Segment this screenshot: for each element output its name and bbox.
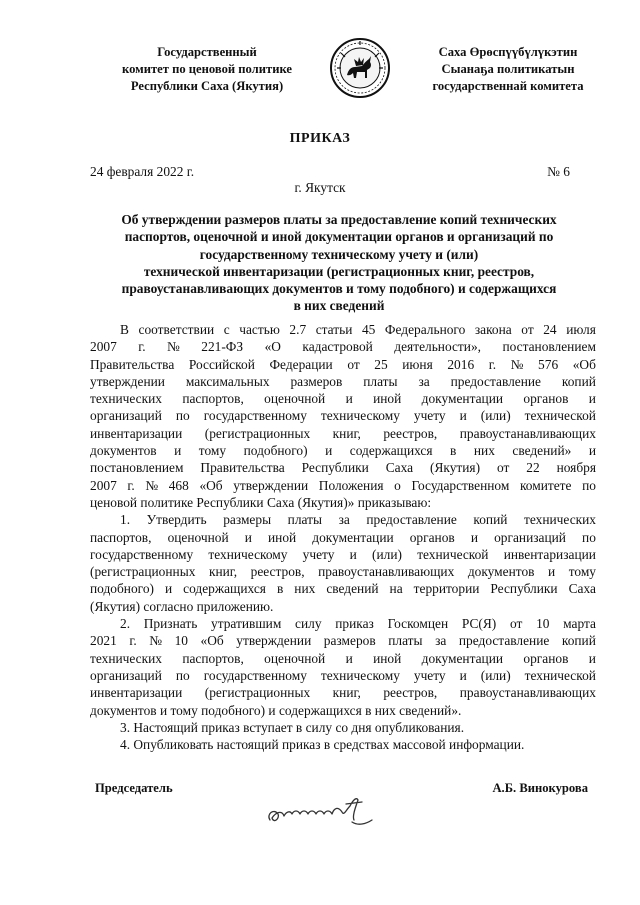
word: 1.: [120, 512, 131, 528]
word: г.: [138, 339, 146, 355]
word: книг,: [332, 425, 361, 441]
word: 2.7: [289, 322, 307, 337]
word: (регистрационных: [204, 425, 311, 441]
word: иной: [373, 650, 402, 666]
word: паспортов,: [182, 650, 244, 666]
word: Государственном: [411, 477, 510, 493]
word: комитете: [519, 477, 572, 493]
word: книг,: [332, 685, 361, 701]
word: организаций: [494, 529, 566, 545]
body-line: [90, 598, 596, 615]
word: В: [120, 322, 129, 337]
word: техническому: [208, 546, 288, 562]
word: утратившим: [211, 616, 282, 632]
coat-of-arms-emblem: [329, 37, 391, 99]
word: Российской: [188, 356, 255, 372]
word: приказ: [335, 616, 374, 632]
word: правоустанавливающих: [459, 685, 596, 701]
header-right-line: Сыанаҕа политикатын: [441, 62, 575, 76]
word: постановлением: [90, 460, 184, 476]
word: закона: [474, 322, 512, 337]
word: и: [345, 391, 353, 407]
word: утверждении: [236, 633, 312, 649]
word: технических: [90, 650, 162, 666]
document-date: 24 февраля 2022 г.: [90, 164, 195, 179]
word: максимальных: [185, 373, 270, 389]
document-number: № 6: [547, 164, 570, 179]
word: и: [349, 546, 357, 562]
word: 10: [174, 633, 188, 649]
word: г.: [127, 477, 135, 493]
word: учету: [302, 546, 335, 562]
word: оценочной: [264, 391, 326, 407]
word: (или): [480, 667, 511, 683]
word: реестров,: [383, 425, 438, 441]
word: за: [418, 373, 430, 389]
body-line: [90, 702, 596, 719]
word: в: [276, 581, 284, 597]
word: них: [473, 443, 495, 459]
word: размеров: [323, 633, 376, 649]
word: учету: [413, 408, 446, 424]
word: г.: [488, 356, 497, 372]
body-line: [90, 684, 596, 701]
word: 25: [374, 356, 388, 372]
word: предоставление: [450, 373, 541, 389]
word: 468: [168, 477, 189, 493]
word: июня: [402, 356, 433, 372]
subject-line: в них сведений: [293, 298, 385, 314]
word: сведений»: [512, 443, 572, 459]
word: марта: [563, 616, 596, 632]
body-line: [90, 667, 596, 684]
word: по: [582, 477, 596, 493]
word: (или): [480, 408, 511, 424]
word: и: [588, 391, 596, 407]
word: документов: [467, 564, 535, 580]
word: паспортов,: [182, 391, 244, 407]
subject-line: правоустанавливающих документов и тому подобного) и содержащихся: [121, 281, 557, 297]
word: с: [223, 322, 230, 337]
body-line: [90, 563, 596, 580]
word: государственному: [90, 546, 194, 562]
word: копий: [561, 373, 596, 389]
signer-name: А.Б. Винокурова: [492, 781, 588, 795]
word: Госкомцен: [387, 616, 449, 632]
word: организаций: [90, 667, 162, 683]
word: 2007: [90, 339, 117, 355]
word: и: [345, 650, 353, 666]
word: Федерального: [384, 322, 466, 337]
word: «Об: [199, 477, 223, 493]
header-left-line: Республики Саха (Якутия): [130, 79, 284, 93]
word: и: [459, 667, 467, 683]
word: инвентаризации: [503, 546, 596, 562]
body-line-text: (Якутия) согласно приложению.: [90, 598, 274, 614]
word: 576: [538, 356, 559, 372]
body-line: [90, 390, 596, 407]
word: г.: [129, 633, 137, 649]
document-subject: [86, 211, 592, 315]
word: копий: [473, 512, 508, 528]
word: Правительства: [200, 460, 285, 476]
word: Положения: [318, 477, 384, 493]
body-line-text: документов и тому подобного) и содержащихся в них сведений».: [90, 702, 462, 718]
word: июля: [566, 322, 596, 337]
word: и: [470, 529, 478, 545]
word: тому: [198, 443, 227, 459]
word: документации: [421, 650, 504, 666]
word: книг,: [208, 564, 238, 580]
word: технических: [90, 391, 162, 407]
word: по: [175, 408, 190, 424]
word: «О: [264, 339, 281, 355]
subject-line: паспортов, оценочной и иной документации органов и организаций по: [124, 229, 554, 245]
word: органов: [409, 529, 455, 545]
word: на: [389, 581, 403, 597]
word: технических: [524, 512, 596, 528]
word: 22: [526, 460, 540, 476]
word: территории: [413, 581, 480, 597]
word: в: [450, 443, 457, 459]
body-line: [90, 494, 596, 511]
word: и: [588, 650, 596, 666]
header-left-line: комитет по ценовой политике: [122, 62, 292, 76]
body-line: [90, 373, 596, 390]
word: иной: [267, 529, 297, 545]
word: Саха: [385, 460, 414, 476]
word: сведений: [326, 581, 379, 597]
word: тому: [568, 564, 596, 580]
word: 2007: [90, 477, 117, 493]
word: от: [496, 460, 510, 476]
header-right-org: [404, 44, 612, 95]
word: документации: [421, 391, 504, 407]
word: соответствии: [138, 322, 215, 337]
word: от: [347, 356, 360, 372]
body-line: [90, 736, 596, 753]
word: размеры: [223, 512, 272, 528]
word: и: [588, 443, 596, 459]
word: техническому: [320, 408, 400, 424]
word: 2.: [120, 616, 131, 632]
word: правоустанавливающих: [318, 564, 455, 580]
word: Правительства: [90, 356, 175, 372]
word: оценочной: [167, 529, 229, 545]
subject-line: технической инвентаризации (регистрационных книг, реестров,: [143, 263, 535, 279]
signer-title: Председатель: [95, 781, 173, 795]
word: платы: [363, 373, 398, 389]
word: документации: [312, 529, 394, 545]
word: подобного): [90, 581, 154, 597]
body-line: [90, 632, 596, 649]
subject-line: Об утверждении размеров платы за предоставление копий технических: [121, 212, 557, 227]
word: Утвердить: [146, 512, 207, 528]
word: №: [145, 477, 159, 493]
word: иной: [373, 391, 402, 407]
header-right-line: Саха Өрөспүүбүлүкэтин: [438, 45, 578, 59]
word: РС(Я): [461, 616, 497, 632]
body-line: [90, 580, 596, 597]
word: Республики: [490, 581, 558, 597]
word: (регистрационных: [204, 685, 311, 701]
word: техническому: [320, 667, 400, 683]
word: органов: [523, 391, 569, 407]
body-line: [90, 650, 596, 667]
word: подобного): [243, 443, 308, 459]
word: о: [394, 477, 401, 493]
word: №: [167, 339, 180, 355]
word: них: [294, 581, 316, 597]
word: и: [548, 564, 556, 580]
word: оценочной: [264, 650, 326, 666]
body-line: [90, 477, 596, 494]
word: 45: [361, 322, 376, 337]
word: органов: [523, 650, 569, 666]
document-body: [90, 321, 596, 753]
word: содержащихся: [183, 581, 266, 597]
word: Саха: [568, 581, 596, 597]
body-line: [90, 425, 596, 442]
header-left-line: Государственный: [157, 45, 257, 59]
word: и: [325, 443, 333, 459]
word: реестров,: [250, 564, 305, 580]
handwritten-signature: [262, 786, 378, 834]
word: платы: [388, 633, 423, 649]
body-line: [90, 546, 596, 563]
word: силу: [295, 616, 322, 632]
word: и: [174, 443, 182, 459]
word: за: [338, 512, 350, 528]
document-type-title: ПРИКАЗ: [289, 131, 351, 146]
word: по: [582, 529, 596, 545]
word: (Якутия): [429, 460, 481, 476]
word: утверждении: [90, 373, 165, 389]
word: деятельности»,: [394, 339, 481, 355]
word: технической: [524, 667, 596, 683]
word: организаций: [90, 408, 162, 424]
word: «Об: [572, 356, 596, 372]
word: и: [459, 408, 467, 424]
word: копий: [561, 633, 596, 649]
word: размеров: [290, 373, 343, 389]
document-city: г. Якутск: [294, 180, 346, 195]
word: технической: [417, 546, 489, 562]
word: за: [435, 633, 447, 649]
body-line: [90, 719, 596, 736]
word: государственному: [203, 667, 307, 683]
word: статьи: [315, 322, 353, 337]
word: платы: [287, 512, 322, 528]
word: содержащихся: [349, 443, 433, 459]
word: документов: [90, 443, 157, 459]
body-line: [90, 459, 596, 476]
word: постановлением: [502, 339, 596, 355]
word: инвентаризации: [90, 425, 183, 441]
word: 24: [543, 322, 557, 337]
word: и: [244, 529, 252, 545]
word: от: [521, 322, 534, 337]
word: частью: [239, 322, 280, 337]
word: реестров,: [383, 685, 438, 701]
body-line: [90, 321, 596, 338]
word: ноября: [556, 460, 596, 476]
body-line-text: 4. Опубликовать настоящий приказ в средствах массовой информации.: [120, 737, 525, 753]
subject-line: государственному техническому учету и (или): [199, 246, 479, 262]
word: 2021: [90, 633, 117, 649]
body-line: [90, 356, 596, 373]
word: паспортов,: [90, 529, 152, 545]
word: кадастровой: [302, 339, 373, 355]
word: 10: [536, 616, 550, 632]
word: 2016: [447, 356, 475, 372]
word: Республики: [301, 460, 369, 476]
word: Федерации: [269, 356, 333, 372]
word: учету: [413, 667, 446, 683]
word: №: [510, 356, 524, 372]
body-line: [90, 338, 596, 355]
word: «Об: [200, 633, 224, 649]
word: от: [509, 616, 523, 632]
body-line: [90, 407, 596, 424]
body-line-text: 3. Настоящий приказ вступает в силу со дня опубликования.: [120, 719, 465, 735]
header-left-org: [98, 44, 316, 95]
word: технической: [524, 408, 596, 424]
word: предоставление: [458, 633, 550, 649]
body-line-text: ценовой политике Республики Саха (Якутия)» приказываю:: [90, 494, 432, 510]
word: по: [175, 667, 190, 683]
word: Признать: [143, 616, 198, 632]
body-line: [90, 529, 596, 546]
word: (или): [372, 546, 402, 562]
body-line: [90, 511, 596, 528]
word: (регистрационных: [90, 564, 196, 580]
word: правоустанавливающих: [459, 425, 596, 441]
word: инвентаризации: [90, 685, 183, 701]
word: государственному: [203, 408, 307, 424]
word: 221-ФЗ: [201, 339, 244, 355]
body-line: [90, 442, 596, 459]
body-line: [90, 615, 596, 632]
word: и: [164, 581, 173, 597]
word: утверждении: [233, 477, 309, 493]
word: №: [149, 633, 163, 649]
word: предоставление: [366, 512, 457, 528]
header-right-line: государственнай комитета: [432, 79, 584, 93]
